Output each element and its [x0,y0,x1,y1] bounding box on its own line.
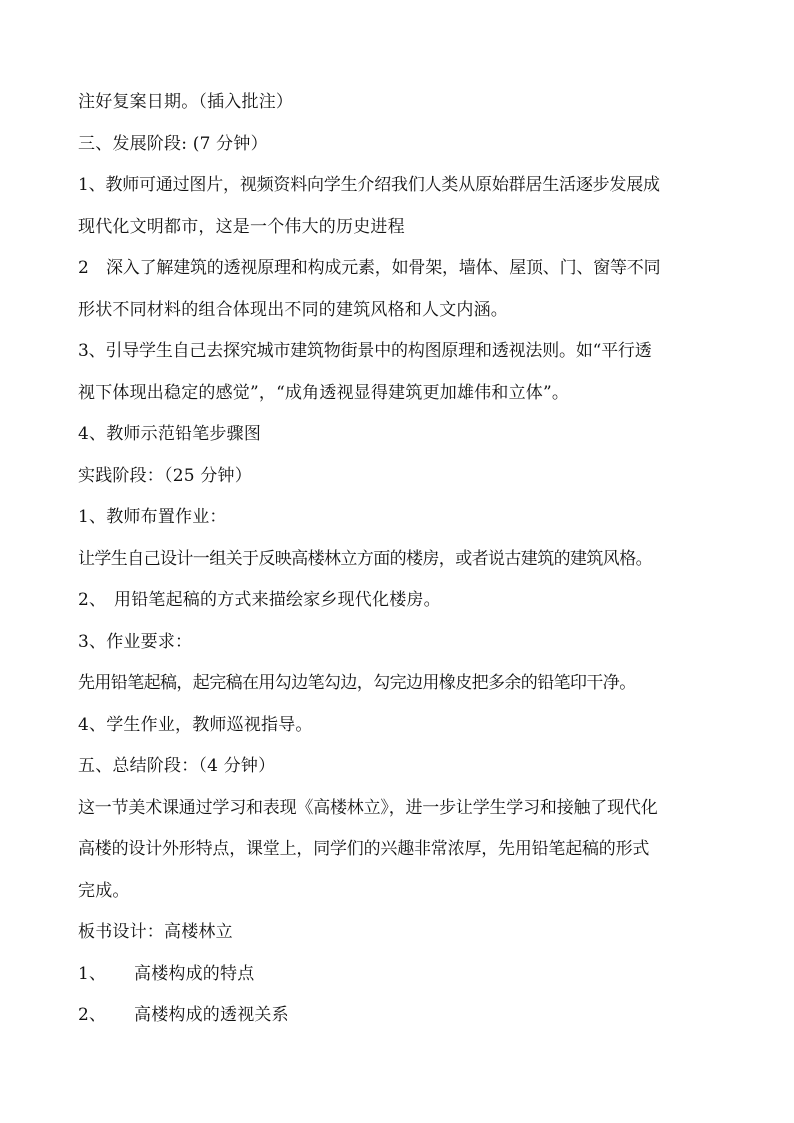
section-heading-summary: 五、总结阶段：（4 分钟） [78,756,276,776]
text-line: 先用铅笔起稿，起完稿在用勾边笔勾边，勾完边用橡皮把多余的铅笔印干净。 [78,673,636,693]
board-design-heading: 板书设计：高楼林立 [78,922,233,942]
numbered-item [78,248,720,290]
item-number: 2、 [78,590,107,610]
item-number: 1、 [78,963,107,984]
item-text: 深入了解建筑的透视原理和构成元素，如骨架，墙体、屋顶、门、窗等不同 [106,258,661,278]
document-body [78,82,720,1037]
text-line: 3、引导学生自己去探究城市建筑物街景中的构图原理和透视法则。如“平行透 [78,341,652,361]
text-line: 高楼的设计外形特点，课堂上，同学们的兴趣非常浓厚，先用铅笔起稿的形式 [78,839,650,859]
text-line: 让学生自己设计一组关于反映高楼林立方面的楼房，或者说古建筑的建筑风格。 [78,548,652,569]
text-line: 形状不同材料的组合体现出不同的建筑风格和人文内涵。 [78,299,508,320]
board-item [78,954,720,996]
text-line: 4、学生作业，教师巡视指导。 [78,714,313,735]
text-line: 视下体现出稳定的感觉”，“成角透视显得建筑更加雄伟和立体”。 [78,382,570,403]
item-number: 2、 [78,1005,107,1025]
item-text: 高楼构成的透视关系 [134,1005,289,1025]
section-heading-practice: 实践阶段：（25 分钟） [78,465,252,486]
text-line: 3、作业要求： [78,631,193,652]
item-text: 高楼构成的特点 [134,963,255,984]
numbered-item [78,580,720,622]
text-line: 现代化文明都市，这是一个伟大的历史进程 [78,216,405,237]
section-heading-development: 三、发展阶段: (7 分钟） [78,133,268,154]
item-text: 用铅笔起稿的方式来描绘家乡现代化楼房。 [114,590,441,610]
text-line: 1、教师可通过图片，视频资料向学生介绍我们人类从原始群居生活逐步发展成 [78,175,660,195]
item-number: 2 [78,258,89,278]
text-line: 注好复案日期。（插入批注） [78,92,294,112]
text-line: 4、教师示范铅笔步骤图 [78,424,262,444]
text-line: 完成。 [78,880,130,901]
text-line: 这一节美术课通过学习和表现《高楼林立》，进一步让学生学习和接触了现代化 [78,797,658,818]
board-item [78,995,720,1037]
text-line: 1、教师布置作业： [78,507,227,527]
